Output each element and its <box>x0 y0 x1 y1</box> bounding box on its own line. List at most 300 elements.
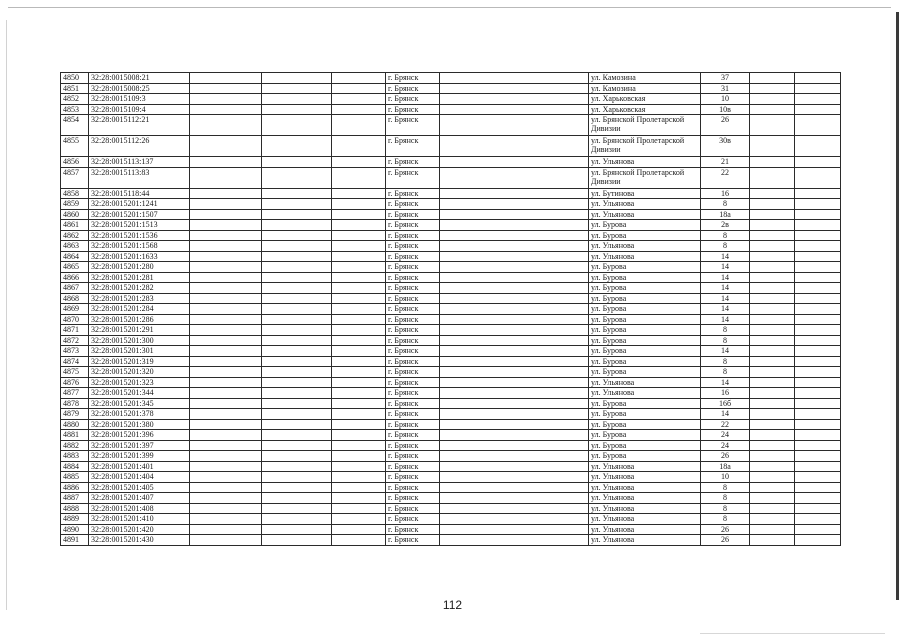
house-number-cell: 14 <box>701 377 750 388</box>
row-number-cell: 4865 <box>61 262 89 273</box>
house-number-cell: 14 <box>701 272 750 283</box>
empty-cell <box>440 514 589 525</box>
empty-cell <box>332 514 386 525</box>
street-cell: ул. Бурова <box>589 314 701 325</box>
empty-cell <box>795 220 841 231</box>
empty-cell <box>262 283 332 294</box>
empty-cell <box>332 377 386 388</box>
table-row <box>61 503 841 514</box>
empty-cell <box>262 409 332 420</box>
empty-cell <box>750 157 795 168</box>
empty-cell <box>795 367 841 378</box>
empty-cell <box>332 94 386 105</box>
empty-cell <box>190 451 262 462</box>
street-cell: ул. Ульянова <box>589 388 701 399</box>
empty-cell <box>190 482 262 493</box>
city-cell: г. Брянск <box>386 325 440 336</box>
empty-cell <box>190 73 262 84</box>
empty-cell <box>795 293 841 304</box>
house-number-cell: 16 <box>701 388 750 399</box>
row-number-cell: 4861 <box>61 220 89 231</box>
house-number-cell: 22 <box>701 167 750 188</box>
empty-cell <box>262 314 332 325</box>
table-row <box>61 115 841 136</box>
empty-cell <box>750 430 795 441</box>
table-row <box>61 419 841 430</box>
empty-cell <box>750 104 795 115</box>
city-cell: г. Брянск <box>386 524 440 535</box>
empty-cell <box>332 398 386 409</box>
cadastral-number-cell: 32:28:0015201:410 <box>89 514 190 525</box>
street-cell: ул. Камозина <box>589 73 701 84</box>
empty-cell <box>440 377 589 388</box>
empty-cell <box>262 220 332 231</box>
empty-cell <box>440 262 589 273</box>
empty-cell <box>440 94 589 105</box>
city-cell: г. Брянск <box>386 283 440 294</box>
empty-cell <box>190 356 262 367</box>
empty-cell <box>750 83 795 94</box>
row-number-cell: 4871 <box>61 325 89 336</box>
row-number-cell: 4872 <box>61 335 89 346</box>
scan-edge-left <box>6 20 7 610</box>
row-number-cell: 4851 <box>61 83 89 94</box>
cadastral-number-cell: 32:28:0015201:300 <box>89 335 190 346</box>
empty-cell <box>190 377 262 388</box>
empty-cell <box>795 461 841 472</box>
row-number-cell: 4857 <box>61 167 89 188</box>
empty-cell <box>440 136 589 157</box>
table-row <box>61 251 841 262</box>
empty-cell <box>332 262 386 273</box>
empty-cell <box>190 262 262 273</box>
street-cell: ул. Ульянова <box>589 209 701 220</box>
empty-cell <box>262 535 332 546</box>
table-row <box>61 188 841 199</box>
empty-cell <box>795 325 841 336</box>
empty-cell <box>795 482 841 493</box>
table-row <box>61 493 841 504</box>
empty-cell <box>750 388 795 399</box>
street-cell: ул. Ульянова <box>589 503 701 514</box>
empty-cell <box>190 346 262 357</box>
empty-cell <box>262 272 332 283</box>
empty-cell <box>262 209 332 220</box>
city-cell: г. Брянск <box>386 388 440 399</box>
street-cell: ул. Ульянова <box>589 199 701 210</box>
street-cell: ул. Бурова <box>589 220 701 231</box>
house-number-cell: 8 <box>701 493 750 504</box>
empty-cell <box>190 83 262 94</box>
house-number-cell: 10 <box>701 94 750 105</box>
empty-cell <box>750 514 795 525</box>
cadastral-number-cell: 32:28:0015112:26 <box>89 136 190 157</box>
empty-cell <box>190 514 262 525</box>
house-number-cell: 16б <box>701 398 750 409</box>
house-number-cell: 8 <box>701 514 750 525</box>
city-cell: г. Брянск <box>386 167 440 188</box>
empty-cell <box>440 398 589 409</box>
empty-cell <box>440 419 589 430</box>
empty-cell <box>750 136 795 157</box>
empty-cell <box>332 199 386 210</box>
row-number-cell: 4891 <box>61 535 89 546</box>
empty-cell <box>190 503 262 514</box>
street-cell: ул. Бурова <box>589 304 701 315</box>
empty-cell <box>440 293 589 304</box>
cadastral-number-cell: 32:28:0015201:283 <box>89 293 190 304</box>
city-cell: г. Брянск <box>386 272 440 283</box>
empty-cell <box>190 199 262 210</box>
empty-cell <box>750 377 795 388</box>
empty-cell <box>332 157 386 168</box>
table-row <box>61 293 841 304</box>
house-number-cell: 24 <box>701 430 750 441</box>
empty-cell <box>440 461 589 472</box>
city-cell: г. Брянск <box>386 461 440 472</box>
empty-cell <box>262 451 332 462</box>
street-cell: ул. Ульянова <box>589 377 701 388</box>
empty-cell <box>262 83 332 94</box>
empty-cell <box>795 272 841 283</box>
empty-cell <box>440 167 589 188</box>
row-number-cell: 4880 <box>61 419 89 430</box>
house-number-cell: 18а <box>701 461 750 472</box>
cadastral-number-cell: 32:28:0015201:291 <box>89 325 190 336</box>
table-row <box>61 241 841 252</box>
table-row <box>61 304 841 315</box>
empty-cell <box>750 409 795 420</box>
empty-cell <box>440 409 589 420</box>
empty-cell <box>750 335 795 346</box>
empty-cell <box>332 409 386 420</box>
street-cell: ул. Бурова <box>589 335 701 346</box>
table-row <box>61 472 841 483</box>
empty-cell <box>440 73 589 84</box>
house-number-cell: 8 <box>701 325 750 336</box>
empty-cell <box>190 136 262 157</box>
empty-cell <box>262 104 332 115</box>
empty-cell <box>440 367 589 378</box>
cadastral-number-cell: 32:28:0015113:83 <box>89 167 190 188</box>
city-cell: г. Брянск <box>386 419 440 430</box>
cadastral-number-cell: 32:28:0015201:320 <box>89 367 190 378</box>
empty-cell <box>440 430 589 441</box>
scan-edge-top <box>8 7 891 8</box>
row-number-cell: 4859 <box>61 199 89 210</box>
table-row <box>61 398 841 409</box>
table-row <box>61 283 841 294</box>
empty-cell <box>262 472 332 483</box>
empty-cell <box>795 283 841 294</box>
empty-cell <box>440 251 589 262</box>
house-number-cell: 8 <box>701 199 750 210</box>
street-cell: ул. Харьковская <box>589 104 701 115</box>
empty-cell <box>795 136 841 157</box>
cadastral-number-cell: 32:28:0015201:319 <box>89 356 190 367</box>
city-cell: г. Брянск <box>386 73 440 84</box>
city-cell: г. Брянск <box>386 241 440 252</box>
cadastral-number-cell: 32:28:0015008:25 <box>89 83 190 94</box>
empty-cell <box>750 482 795 493</box>
empty-cell <box>750 283 795 294</box>
cadastral-number-cell: 32:28:0015201:1568 <box>89 241 190 252</box>
empty-cell <box>795 209 841 220</box>
empty-cell <box>262 199 332 210</box>
empty-cell <box>190 283 262 294</box>
street-cell: ул. Бурова <box>589 356 701 367</box>
empty-cell <box>795 94 841 105</box>
empty-cell <box>440 115 589 136</box>
house-number-cell: 14 <box>701 346 750 357</box>
city-cell: г. Брянск <box>386 493 440 504</box>
empty-cell <box>332 220 386 231</box>
empty-cell <box>262 167 332 188</box>
empty-cell <box>262 419 332 430</box>
table-row <box>61 430 841 441</box>
empty-cell <box>795 430 841 441</box>
empty-cell <box>750 115 795 136</box>
empty-cell <box>795 451 841 462</box>
house-number-cell: 14 <box>701 409 750 420</box>
table-row <box>61 356 841 367</box>
empty-cell <box>190 293 262 304</box>
empty-cell <box>190 272 262 283</box>
empty-cell <box>440 325 589 336</box>
empty-cell <box>190 388 262 399</box>
empty-cell <box>332 493 386 504</box>
row-number-cell: 4889 <box>61 514 89 525</box>
empty-cell <box>440 157 589 168</box>
empty-cell <box>795 377 841 388</box>
empty-cell <box>262 304 332 315</box>
city-cell: г. Брянск <box>386 430 440 441</box>
empty-cell <box>795 346 841 357</box>
empty-cell <box>795 314 841 325</box>
house-number-cell: 8 <box>701 367 750 378</box>
city-cell: г. Брянск <box>386 230 440 241</box>
city-cell: г. Брянск <box>386 377 440 388</box>
empty-cell <box>750 524 795 535</box>
street-cell: ул. Брянской Пролетарской Дивизии <box>589 136 701 157</box>
house-number-cell: 8 <box>701 503 750 514</box>
house-number-cell: 26 <box>701 115 750 136</box>
empty-cell <box>262 398 332 409</box>
empty-cell <box>190 241 262 252</box>
row-number-cell: 4890 <box>61 524 89 535</box>
empty-cell <box>262 157 332 168</box>
empty-cell <box>332 188 386 199</box>
empty-cell <box>440 451 589 462</box>
empty-cell <box>750 272 795 283</box>
row-number-cell: 4855 <box>61 136 89 157</box>
empty-cell <box>190 167 262 188</box>
row-number-cell: 4885 <box>61 472 89 483</box>
row-number-cell: 4881 <box>61 430 89 441</box>
empty-cell <box>750 167 795 188</box>
row-number-cell: 4887 <box>61 493 89 504</box>
empty-cell <box>440 209 589 220</box>
street-cell: ул. Бутинова <box>589 188 701 199</box>
table-row <box>61 524 841 535</box>
row-number-cell: 4884 <box>61 461 89 472</box>
empty-cell <box>440 356 589 367</box>
street-cell: ул. Бурова <box>589 262 701 273</box>
empty-cell <box>190 409 262 420</box>
empty-cell <box>440 346 589 357</box>
empty-cell <box>190 493 262 504</box>
table-row <box>61 199 841 210</box>
table-row <box>61 535 841 546</box>
street-cell: ул. Бурова <box>589 419 701 430</box>
house-number-cell: 8 <box>701 335 750 346</box>
empty-cell <box>262 346 332 357</box>
street-cell: ул. Ульянова <box>589 472 701 483</box>
empty-cell <box>190 157 262 168</box>
row-number-cell: 4870 <box>61 314 89 325</box>
cadastral-number-cell: 32:28:0015201:408 <box>89 503 190 514</box>
street-cell: ул. Ульянова <box>589 482 701 493</box>
empty-cell <box>332 73 386 84</box>
empty-cell <box>440 230 589 241</box>
cadastral-number-cell: 32:28:0015118:44 <box>89 188 190 199</box>
empty-cell <box>795 73 841 84</box>
street-cell: ул. Брянской Пролетарской Дивизии <box>589 167 701 188</box>
empty-cell <box>795 104 841 115</box>
empty-cell <box>190 430 262 441</box>
empty-cell <box>190 251 262 262</box>
empty-cell <box>190 398 262 409</box>
table-row <box>61 514 841 525</box>
empty-cell <box>332 293 386 304</box>
house-number-cell: 26 <box>701 535 750 546</box>
cadastral-number-cell: 32:28:0015109:4 <box>89 104 190 115</box>
empty-cell <box>440 220 589 231</box>
row-number-cell: 4860 <box>61 209 89 220</box>
empty-cell <box>750 535 795 546</box>
page-number: 112 <box>442 598 463 612</box>
empty-cell <box>332 251 386 262</box>
cadastral-number-cell: 32:28:0015201:301 <box>89 346 190 357</box>
city-cell: г. Брянск <box>386 367 440 378</box>
cadastral-number-cell: 32:28:0015201:1513 <box>89 220 190 231</box>
cadastral-number-cell: 32:28:0015201:405 <box>89 482 190 493</box>
city-cell: г. Брянск <box>386 503 440 514</box>
cadastral-number-cell: 32:28:0015201:1507 <box>89 209 190 220</box>
city-cell: г. Брянск <box>386 188 440 199</box>
row-number-cell: 4866 <box>61 272 89 283</box>
table-row <box>61 73 841 84</box>
empty-cell <box>795 199 841 210</box>
house-number-cell: 26 <box>701 524 750 535</box>
city-cell: г. Брянск <box>386 94 440 105</box>
empty-cell <box>440 482 589 493</box>
house-number-cell: 21 <box>701 157 750 168</box>
table-row <box>61 482 841 493</box>
cadastral-number-cell: 32:28:0015201:399 <box>89 451 190 462</box>
empty-cell <box>440 388 589 399</box>
cadastral-number-cell: 32:28:0015201:281 <box>89 272 190 283</box>
empty-cell <box>795 262 841 273</box>
empty-cell <box>750 94 795 105</box>
city-cell: г. Брянск <box>386 472 440 483</box>
row-number-cell: 4864 <box>61 251 89 262</box>
empty-cell <box>750 503 795 514</box>
cadastral-number-cell: 32:28:0015201:380 <box>89 419 190 430</box>
empty-cell <box>795 167 841 188</box>
empty-cell <box>262 356 332 367</box>
street-cell: ул. Бурова <box>589 325 701 336</box>
row-number-cell: 4876 <box>61 377 89 388</box>
cadastral-number-cell: 32:28:0015201:1633 <box>89 251 190 262</box>
empty-cell <box>795 409 841 420</box>
empty-cell <box>795 83 841 94</box>
city-cell: г. Брянск <box>386 251 440 262</box>
empty-cell <box>190 419 262 430</box>
city-cell: г. Брянск <box>386 514 440 525</box>
empty-cell <box>332 451 386 462</box>
city-cell: г. Брянск <box>386 115 440 136</box>
house-number-cell: 37 <box>701 73 750 84</box>
table-row <box>61 409 841 420</box>
table-row <box>61 167 841 188</box>
empty-cell <box>440 440 589 451</box>
street-cell: ул. Брянской Пролетарской Дивизии <box>589 115 701 136</box>
empty-cell <box>262 115 332 136</box>
empty-cell <box>795 230 841 241</box>
street-cell: ул. Ульянова <box>589 535 701 546</box>
city-cell: г. Брянск <box>386 220 440 231</box>
house-number-cell: 24 <box>701 440 750 451</box>
empty-cell <box>795 241 841 252</box>
table-row <box>61 220 841 231</box>
row-number-cell: 4856 <box>61 157 89 168</box>
empty-cell <box>262 493 332 504</box>
empty-cell <box>262 388 332 399</box>
empty-cell <box>262 293 332 304</box>
empty-cell <box>750 220 795 231</box>
empty-cell <box>440 524 589 535</box>
table-row <box>61 83 841 94</box>
row-number-cell: 4874 <box>61 356 89 367</box>
empty-cell <box>795 388 841 399</box>
table-row <box>61 377 841 388</box>
street-cell: ул. Ульянова <box>589 461 701 472</box>
cadastral-number-cell: 32:28:0015201:378 <box>89 409 190 420</box>
empty-cell <box>262 514 332 525</box>
empty-cell <box>750 188 795 199</box>
empty-cell <box>190 314 262 325</box>
empty-cell <box>332 472 386 483</box>
table-row <box>61 136 841 157</box>
city-cell: г. Брянск <box>386 83 440 94</box>
city-cell: г. Брянск <box>386 535 440 546</box>
empty-cell <box>190 325 262 336</box>
row-number-cell: 4888 <box>61 503 89 514</box>
row-number-cell: 4886 <box>61 482 89 493</box>
empty-cell <box>440 83 589 94</box>
table-row <box>61 230 841 241</box>
empty-cell <box>332 440 386 451</box>
cadastral-number-cell: 32:28:0015008:21 <box>89 73 190 84</box>
row-number-cell: 4882 <box>61 440 89 451</box>
empty-cell <box>795 535 841 546</box>
empty-cell <box>750 346 795 357</box>
empty-cell <box>795 514 841 525</box>
empty-cell <box>262 377 332 388</box>
house-number-cell: 8 <box>701 230 750 241</box>
empty-cell <box>332 346 386 357</box>
